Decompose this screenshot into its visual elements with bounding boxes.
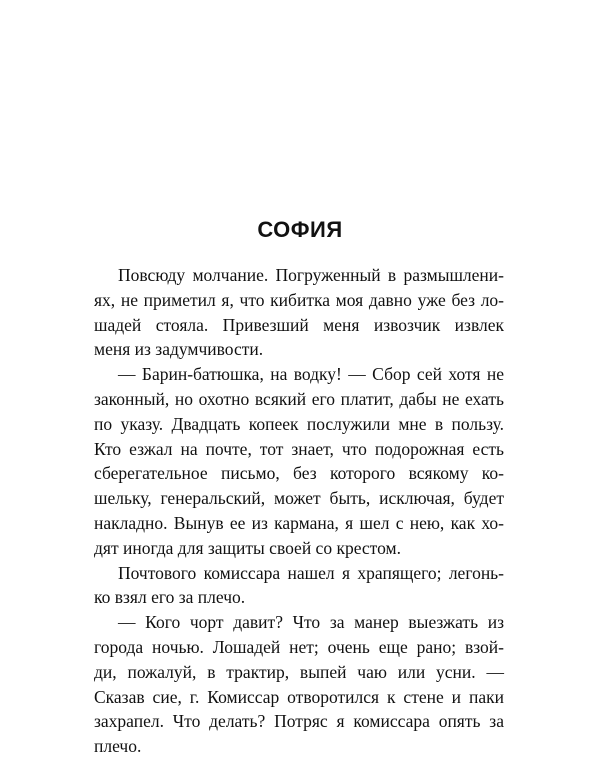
text-line: плечо.: [94, 736, 142, 757]
text-line: законный, но охотно всякий его платит, дабы не ехать: [94, 388, 504, 409]
text-line: захрапел. Что делать? Потряс я комиссара опять за: [94, 711, 504, 732]
text-line: Кто езжал на почте, тот знает, что подорожная есть: [94, 438, 504, 459]
text-line: по указу. Двадцать копеек послужили мне в пользу.: [94, 413, 504, 434]
text-line: ко взял его за плечо.: [94, 587, 246, 608]
chapter-title: СОФИЯ: [257, 217, 343, 242]
text-line: сберегательное письмо, без которого всякому ко-: [94, 463, 504, 484]
text-line: — Кого чорт давит? Что за манер выезжать из: [118, 612, 504, 633]
text-line: — Барин-батюшка, на водку! — Сбор сей хотя не: [118, 364, 504, 385]
text-line: меня из задумчивости.: [94, 339, 264, 360]
text-line: Сказав сие, г. Комиссар отворотился к стене и паки: [94, 686, 504, 707]
text-line: города ночью. Лошадей нет; очень еще рано; взой-: [94, 636, 504, 657]
chapter-body: [94, 263, 504, 759]
text-line: Повсюду молчание. Погруженный в размышлени-: [118, 265, 504, 285]
text-line: ди, пожалуй, в трактир, выпей чаю или усни. —: [94, 661, 504, 682]
text-line: ях, не приметил я, что кибитка моя давно уже без ло-: [94, 289, 504, 310]
text-line: Почтового комиссара нашел я храпящего; легонь-: [118, 562, 504, 583]
text-line: шельку, генеральский, может быть, исключая, будет: [94, 488, 504, 509]
text-line: накладно. Вынув ее из кармана, я шел с нею, как хо-: [94, 512, 504, 533]
text-line: дят иногда для защиты своей со крестом.: [94, 537, 401, 558]
text-line: шадей стояла. Привезший меня извозчик извлек: [94, 314, 504, 335]
